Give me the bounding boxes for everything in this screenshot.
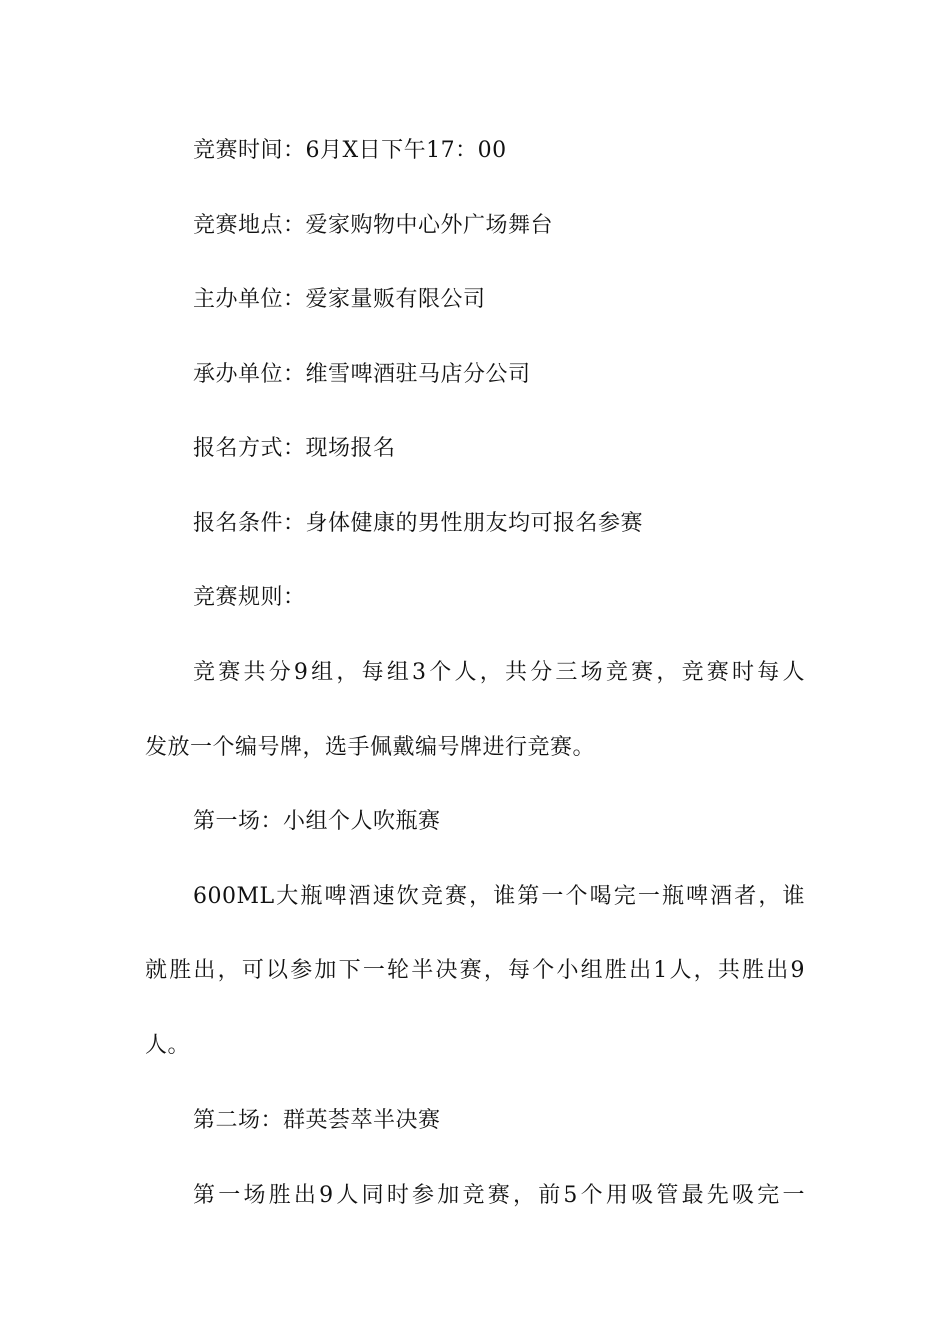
competition-time: 竞赛时间：6月X日下午17：00 — [193, 138, 507, 163]
registration-method: 报名方式：现场报名 — [193, 436, 396, 461]
co-organizer: 承办单位：维雪啤酒驻马店分公司 — [193, 362, 531, 387]
registration-conditions: 报名条件：身体健康的男性朋友均可报名参赛 — [193, 511, 644, 536]
organizer: 主办单位：爱家量贩有限公司 — [193, 287, 486, 312]
round-one-heading: 第一场：小组个人吹瓶赛 — [193, 809, 441, 834]
competition-location: 竞赛地点：爱家购物中心外广场舞台 — [193, 213, 554, 238]
round-one-paragraph-line-2: 就胜出，可以参加下一轮半决赛，每个小组胜出1人，共胜出9 — [145, 958, 805, 983]
round-one-paragraph-line-3: 人。 — [145, 1033, 191, 1058]
round-two-paragraph-line-1: 第一场胜出9人同时参加竞赛，前5个用吸管最先吸完一 — [193, 1183, 805, 1208]
rules-paragraph-line-1: 竞赛共分9组，每组3个人，共分三场竞赛，竞赛时每人 — [193, 660, 805, 685]
round-one-paragraph-line-1: 600ML大瓶啤酒速饮竞赛，谁第一个喝完一瓶啤酒者，谁 — [193, 884, 805, 909]
round-two-heading: 第二场：群英荟萃半决赛 — [193, 1108, 441, 1133]
rules-paragraph-line-2: 发放一个编号牌，选手佩戴编号牌进行竞赛。 — [145, 735, 596, 760]
competition-rules-heading: 竞赛规则： — [193, 585, 306, 610]
